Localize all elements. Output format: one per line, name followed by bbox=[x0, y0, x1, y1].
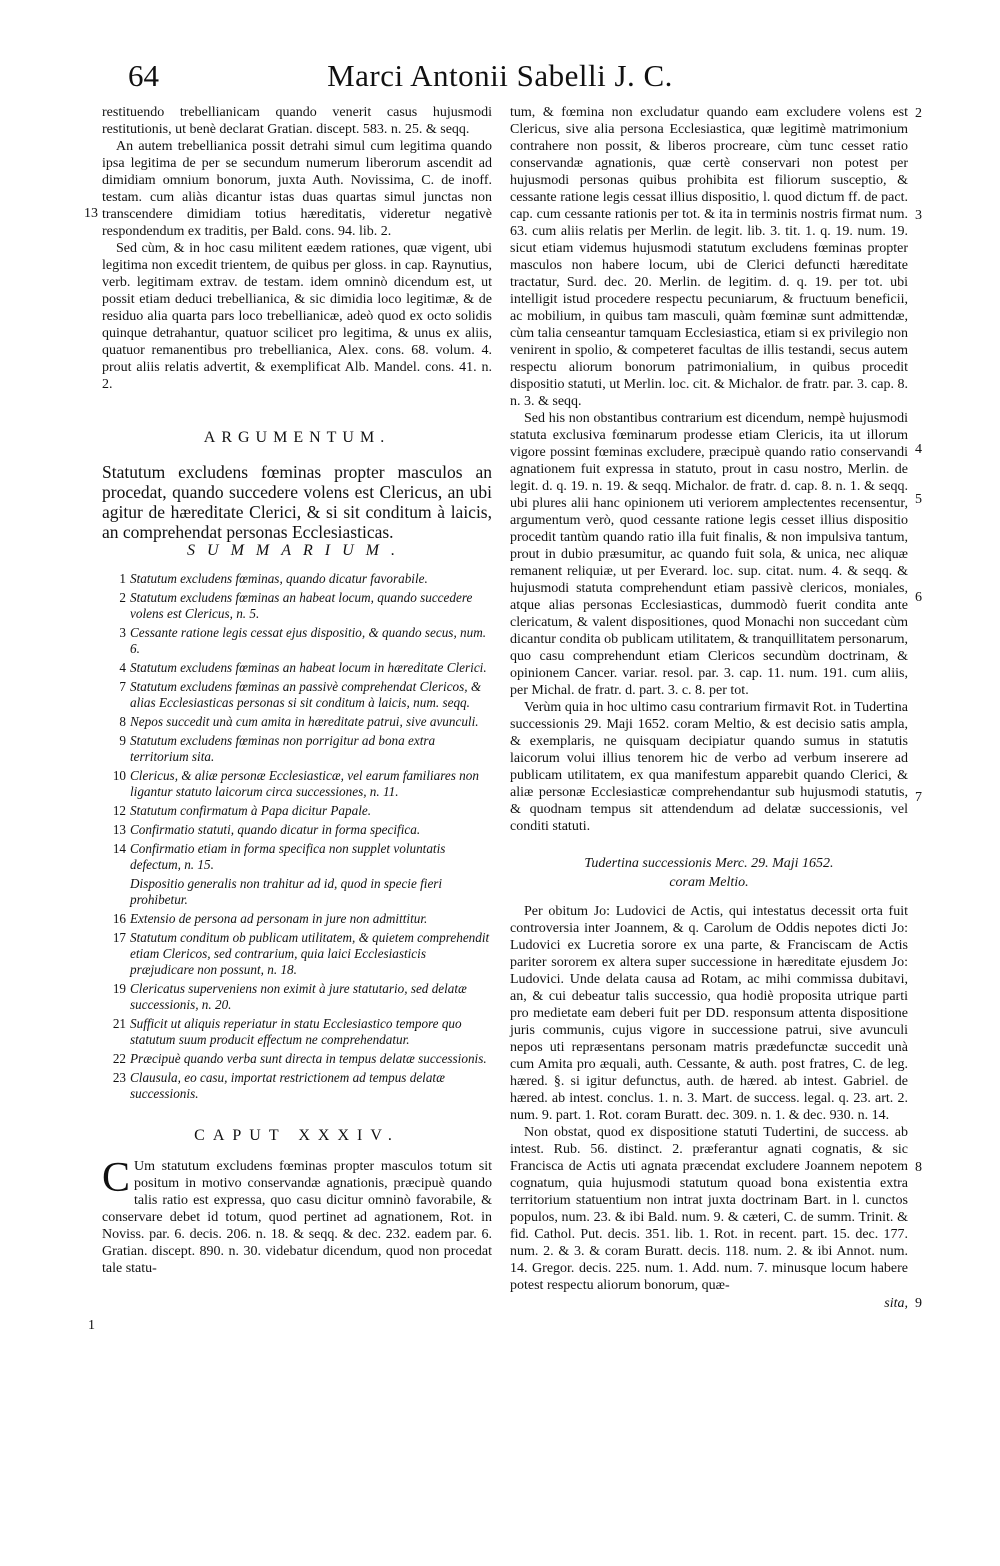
margin-number: 8 bbox=[915, 1160, 922, 1175]
summarium-heading: SUMMARIUM. bbox=[187, 542, 407, 559]
item-number: 19 bbox=[112, 981, 126, 996]
caput-heading: CAPUT XXXIV. bbox=[194, 1127, 400, 1144]
paragraph: Per obitum Jo: Ludovici de Actis, qui intestatus decessit orta fuit controversia inter Joannem, & q. Carolum de Oddis nepotes dicti Jo: Ludovici ex Lucretia sorore ex una parte, & Franciscam de Actis pariter sororem ex altera super successione in hæreditate ejusdem Jo: Ludovici. Unde delata causa ad Rotam, ac mihi commissa dubitavi, an, & cui debeatur talis successio, qua hodiè proposita utrique parti pro medietate eam deberi fuit per DD. responsum attenta dispositione juris communis, cujus vigore in successione patrui, sive avunculi nepos uti repræsentans personam matris prædefunctæ succedit unà cum Amita pro æquali, auth. Cessante, & auth. post fratres, C. de leg. hæred. §. si igitur defunctus, auth. de hæred. ab intest. Gabriel. de hæred. ab intest. conclus. 1. n. 3. Mart. de success. legal. q. 23. art. 2. num. 9. part. 1. Rot. coram Buratt. dec. 309. n. 1. & dec. 930. n. 14. bbox=[510, 904, 908, 1123]
item-number: 10 bbox=[112, 768, 126, 783]
left-column bbox=[102, 104, 492, 1277]
list-item bbox=[102, 590, 492, 622]
margin-number: 6 bbox=[915, 590, 922, 605]
item-number: 16 bbox=[112, 911, 126, 926]
list-item bbox=[102, 822, 492, 838]
item-number: 13 bbox=[112, 822, 126, 837]
item-number: 4 bbox=[119, 660, 126, 675]
list-item bbox=[102, 1016, 492, 1048]
item-text: Statutum conditum ob publicam utilitatem, & quietem comprehendit etiam Clericos, sed contrarium, quia laici Ecclesiasticis præjudicare non possunt, n. 18. bbox=[130, 930, 490, 977]
catchword: sita, bbox=[884, 1296, 908, 1311]
list-item bbox=[102, 841, 492, 873]
item-text: Statutum excludens fœminas, quando dicatur favorabile. bbox=[130, 571, 428, 586]
argumentum-heading: ARGUMENTUM. bbox=[203, 429, 391, 446]
margin-number: 5 bbox=[915, 492, 922, 507]
margin-number: 1 bbox=[88, 1318, 95, 1333]
item-text: Statutum excludens fœminas an habeat locum in hæreditate Clerici. bbox=[130, 660, 487, 675]
item-text: Cessante ratione legis cessat ejus dispositio, & quando secus, num. 6. bbox=[130, 625, 487, 656]
drop-capital: C bbox=[102, 1155, 131, 1201]
item-text: Clericus, & aliæ personæ Ecclesiasticæ, vel earum familiares non ligantur statuto laicorum circa successiones, n. 11. bbox=[130, 768, 479, 799]
list-item bbox=[102, 876, 492, 908]
item-number: 3 bbox=[119, 625, 126, 640]
caput-text: Um statutum excludens fœminas propter masculos totum sit positum in motivo conservandæ agnationis, præcipuè quando talis ratio est expressa, quo casu dicitur omninò favorabile, & conservare debet id totum, quod pertinet ad agnationem, Rot. in Noviss. par. 6. decis. 206. n. 18. & seqq. & dec. 232. eadem par. 6. Gratian. discept. 890. n. 30. videbatur dicendum, quod non procedat tale statu- bbox=[102, 1159, 492, 1276]
list-item bbox=[102, 930, 492, 978]
caput-text-paragraph bbox=[102, 1155, 492, 1277]
item-number bbox=[102, 876, 130, 908]
summarium-list bbox=[102, 571, 492, 1105]
list-item bbox=[102, 1070, 492, 1102]
list-item bbox=[102, 571, 492, 587]
item-number: 23 bbox=[112, 1070, 126, 1085]
list-item bbox=[102, 714, 492, 730]
page-header bbox=[0, 58, 1000, 104]
list-item bbox=[102, 660, 492, 676]
paragraph: An autem trebellianica possit detrahi simul cum legitima quando ipsa legitima de per se secundum numerum liberorum ascendit ad dimidiam omnium bonorum, juxta Auth. Novissima, C. de inoff. testam. cum aliàs dicantur istas duas quartas simul junctas non transcendere dimidiam totius hæreditatis, videretur negativè respondendum ex traditis, per Bald. cons. 94. lib. 2. bbox=[102, 139, 492, 239]
list-item bbox=[102, 733, 492, 765]
item-text: Statutum excludens fœminas an passivè comprehendat Clericos, & alias Ecclesiasticas personas si sit conditum à laicis, num. seqq. bbox=[130, 679, 482, 710]
list-item bbox=[102, 981, 492, 1013]
list-item bbox=[102, 768, 492, 800]
item-number: 22 bbox=[112, 1051, 126, 1066]
item-text: Præcipuè quando verba sunt directa in tempus delatæ successionis. bbox=[130, 1051, 487, 1066]
item-text: Clericatus superveniens non eximit à jure statutario, sed delatæ successionis, n. 20. bbox=[130, 981, 467, 1012]
item-text: Confirmatio etiam in forma specifica non supplet voluntatis defectum, n. 15. bbox=[130, 841, 446, 872]
paragraph: restituendo trebellianicam quando venerit casus hujusmodi restitutionis, ut benè declarat Gratian. discept. 583. n. 25. & seqq. bbox=[102, 105, 492, 137]
item-text: Statutum confirmatum à Papa dicitur Papale. bbox=[130, 803, 372, 818]
paragraph: Sed cùm, & in hoc casu militent eædem rationes, quæ vigent, ubi legitima non excedit trientem, de quibus per gloss. in cap. Raynutius, verb. legitimam extrav. de testam. idem omninò dicendum est, ut possit etiam deduci trebellianica, & sic dimidia loco legitimæ, & de residuo alia quarta pars loco trebellianicæ, adeò quod ex octo solidis quinque detrahantur, quatuor scilicet pro legitima, & unus ex aliis, quatuor remanentibus pro trebellianica, Alex. cons. 68. volum. 4. prout aliis relatis advertit, & exemplificat Alb. Mandel. cons. 41. n. 2. bbox=[102, 241, 492, 392]
argumentum-text: Statutum excludens fœminas propter masculos an procedat, quando succedere volens est Clericus, an ubi agitur de hæreditate Clerici, & si sit conditum à laicis, an comprehendat personas Ecclesiasticas. bbox=[102, 462, 492, 542]
list-item bbox=[102, 803, 492, 819]
list-item bbox=[102, 1051, 492, 1067]
list-item bbox=[102, 679, 492, 711]
list-item bbox=[102, 625, 492, 657]
item-number: 21 bbox=[112, 1016, 126, 1031]
right-column bbox=[510, 104, 908, 1312]
item-number: 9 bbox=[119, 733, 126, 748]
running-title: Marci Antonii Sabelli J. C. bbox=[327, 58, 673, 93]
paragraph: Non obstat, quod ex dispositione statuti Tudertini, de success. ab intest. Rub. 56. distinct. 2. præferantur agnati cognatis, & sic Francisca de Actis uti agnata præcendat excludere Joannem nepotem cognatum, quia hujusmodi statutum quoad bona existentia extra territorium statuentium non intrat juxta doctrinam Bart. in l. cunctos populos, num. 23. & ibi Bald. num. 9. & cæteri, C. de summ. Trinit. & fid. Cathol. Put. decis. 351. lib. 1. Rot. in recent. part. 15. dec. 177. num. 2. & 3. & coram Buratt. decis. 118. num. 2. & ibi Annot. num. 14. Gregor. decis. 225. num. 1. Add. num. 7. minusque locum habere potest respectu aliorum bonorum, quæ- bbox=[510, 1125, 908, 1293]
item-text: Confirmatio statuti, quando dicatur in forma specifica. bbox=[130, 822, 421, 837]
paragraph: tum, & fœmina non excludatur quando eam excludere volens est Clericus, sive alia persona Ecclesiastica, quæ legitimè matrimonium contrahere non possit, & liberos procreare, cùm tunc cesset ratio conservandæ agnationis, quæ certè conservari non potest per hujusmodi personas quibus prohibita est filiorum susceptio, & cessante ratione legis cessat illius dispositio, l. quod dictum ff. de pact. cap. cum cessante rationis per tot. & ita in terminis nostris firmat num. 63. cum aliis relatis per Merlin. de legit. lib. 3. tit. 1. q. 19. num. 19. sicut etiam videmus hujusmodi statutum excludens fœminas propter masculos non habere locum, ubi de Clerici defuncti hæreditate tractatur, Surd. dec. 20. Merlin. de legitim. d. q. 19. per tot. ubi intelligit istud procedere respectu pecuniarum, & fructuum beneficii, ac mobilium, in quibus tam masculi, quàm fœminæ sunt admittendæ, cùm talia censeantur tamquam Ecclesiastica, etiam si ex privilegio non venirent in spolio, & competeret facultas de illis testandi, secus autem respectu aliorum bonorum patrimonialium, in quibus procedit dispositio statuti, ut Merlin. loc. cit. & Michalor. de fratr. par. 3. cap. 8. n. 3. & seqq. bbox=[510, 105, 908, 409]
item-text: Clausula, eo casu, importat restrictionem ad tempus delatæ successionis. bbox=[130, 1070, 445, 1101]
margin-number: 7 bbox=[915, 790, 922, 805]
decision-subtitle: coram Meltio. bbox=[669, 875, 749, 890]
margin-number: 4 bbox=[915, 442, 922, 457]
item-text: Nepos succedit unà cum amita in hæreditate patrui, sive avunculi. bbox=[130, 714, 479, 729]
item-text: Extensio de persona ad personam in jure non admittitur. bbox=[130, 911, 428, 926]
margin-number: 9 bbox=[915, 1296, 922, 1311]
item-number: 12 bbox=[112, 803, 126, 818]
decision-title: Tudertina successionis Merc. 29. Maji 1652. bbox=[584, 856, 834, 871]
item-number: 2 bbox=[119, 590, 126, 605]
page-number: 64 bbox=[128, 58, 159, 93]
margin-number: 2 bbox=[915, 106, 922, 121]
item-text: Statutum excludens fœminas non porrigitur ad bona extra territorium sita. bbox=[130, 733, 436, 764]
item-text: Statutum excludens fœminas an habeat locum, quando succedere volens est Clericus, n. 5. bbox=[130, 590, 473, 621]
item-number: 8 bbox=[119, 714, 126, 729]
item-number: 1 bbox=[119, 571, 126, 586]
item-number: 14 bbox=[112, 841, 126, 856]
item-text: Dispositio generalis non trahitur ad id, quod in specie fieri prohibetur. bbox=[130, 876, 443, 907]
item-number: 17 bbox=[112, 930, 126, 945]
margin-number: 13 bbox=[84, 206, 98, 221]
item-text: Sufficit ut aliquis reperiatur in statu Ecclesiastico tempore quo statutum suum producit effectum ne comprehendatur. bbox=[130, 1016, 462, 1047]
paragraph: Verùm quia in hoc ultimo casu contrarium firmavit Rot. in Tudertina successionis 29. Maji 1652. coram Meltio, & est decisio satis ampla, & exemplaris, ne quisquam decipiatur quando sumus in statutis laicorum volui illius tenorem hic de verbo ad verbum inserere ad publicam utilitatem, ex qua manifestum apparebit quando Clerici, & aliæ personæ Ecclesiasticæ comprehendantur sub hujusmodi statutis, & quodnam tempus sit attendendum ad delatæ successionis, vel conditi statuti. bbox=[510, 700, 908, 834]
item-number: 7 bbox=[119, 679, 126, 694]
margin-number: 3 bbox=[915, 208, 922, 223]
list-item bbox=[102, 911, 492, 927]
paragraph: Sed his non obstantibus contrarium est dicendum, nempè hujusmodi statuta exclusiva fœminarum prodesse etiam Clericis, ita ut illorum vigore possint fœminas excludere, præcipuè quando ratio conservandi agnationem fuit expressa in statuto, prout in casu nostro, Merlin. de legit. d. q. 19. n. 19. & seqq. Michalor. de fratr. d. cap. 8. n. 1. & seqq. ubi plures alii hanc opinionem uti veriorem amplectentes recensentur, argumentum verò, quod cessante ratione legis cesset illius dispositio procedit tantùm quando ratio illa fuit finalis, & non impulsiva tantum, prout in dubio præsumitur, ac quando fuit sola, & unica, nec aliquæ remanent reliquiæ, ut per Everard. loc. sup. citat. num. 4. & seqq. & hujusmodi statuta comprehendunt etiam passivè clericos, moniales, atque alias personas Ecclesiasticas, dummodò fuerit condita ante clericatum, & valent dispositiones, quod Monachi non succedant cùm dicantur condita ob publicam utilitatem, & tranquillitatem personarum, quo casu comprehendunt etiam Clericos secundùm doctrinam, & opinionem Cancer. variar. resol. par. 3. cap. 11. num. 191. cum aliis, per Michal. de fratr. d. part. 3. c. 8. per tot. bbox=[510, 411, 908, 698]
